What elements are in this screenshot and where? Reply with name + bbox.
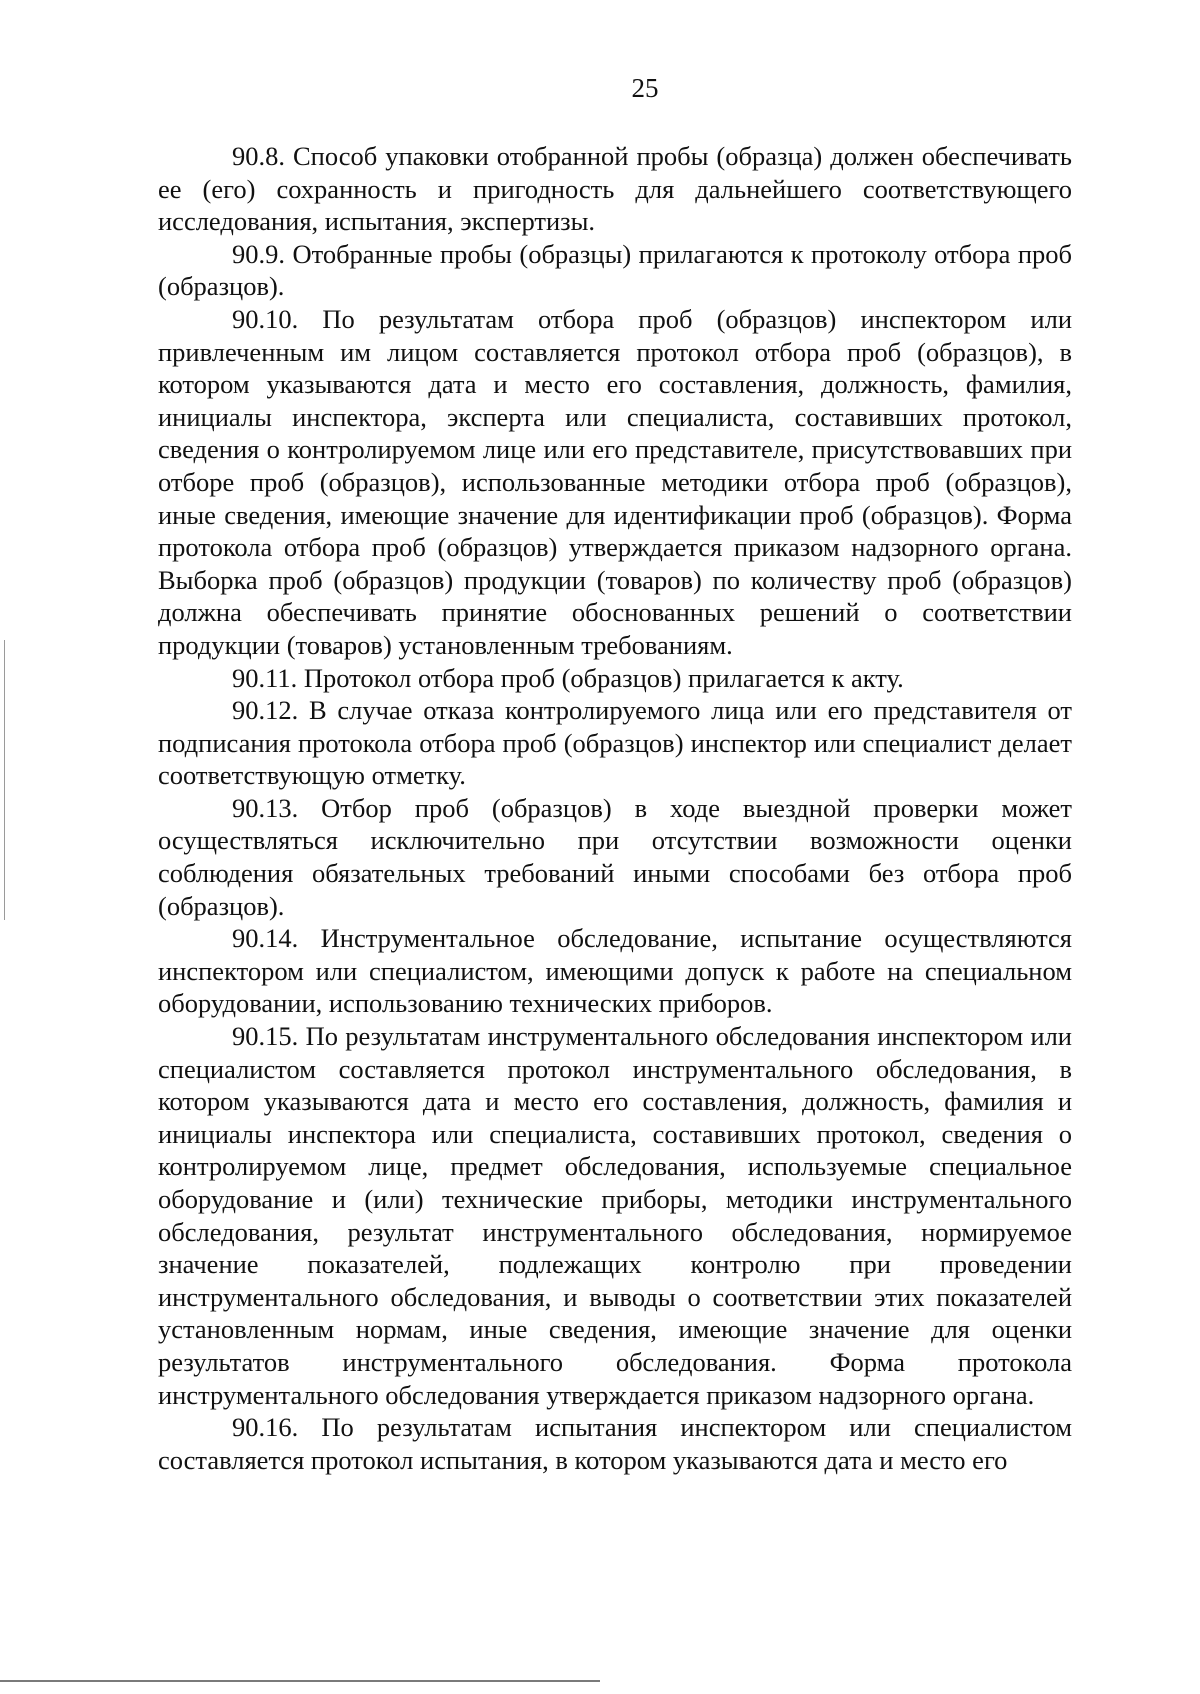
paragraph-90-12: 90.12. В случае отказа контролируемого лица или его представителя от подписания протокола отбора проб (образцов) инспектор или специалист делает соответствующую отметку. <box>158 695 1072 791</box>
paragraph-90-13: 90.13. Отбор проб (образцов) в ходе выездной проверки может осуществляться исключительно при отсутствии возможности оценки соблюдения обязательных требований иными способами без отбора проб (образцов). <box>158 792 1072 921</box>
paragraph-90-11: 90.11. Протокол отбора проб (образцов) прилагается к акту. <box>232 662 904 693</box>
paragraph-90-9: 90.9. Отобранные пробы (образцы) прилагаются к протоколу отбора проб (образцов). <box>158 238 1072 302</box>
paragraph-90-10: 90.10. По результатам отбора проб (образцов) инспектором или привлеченным им лицом составляется протокол отбора проб (образцов), в котором указываются дата и место его составления, должность, фамилия, инициалы инспектора, эксперта или специалиста, составивших протокол, сведения о контролируемом лице или его представителе, присутствовавших при отборе проб (образцов), использованные методики отбора проб (образцов), иные сведения, имеющие значение для идентификации проб (образцов). Форма протокола отбора проб (образцов) утверждается приказом надзорного органа. Выборка проб (образцов) продукции (товаров) по количеству проб (образцов) должна обеспечивать принятие обоснованных решений о соответствии продукции (товаров) установленным требованиям. <box>158 303 1072 660</box>
document-body <box>158 140 1072 1476</box>
scan-bottom-line <box>0 1680 600 1682</box>
scan-edge-mark <box>4 640 5 920</box>
paragraph-90-14: 90.14. Инструментальное обследование, испытание осуществляются инспектором или специалистом, имеющими допуск к работе на специальном оборудовании, использованию технических приборов. <box>158 923 1072 1019</box>
paragraph-90-15: 90.15. По результатам инструментального обследования инспектором или специалистом составляется протокол инструментального обследования, в котором указываются дата и место его составления, должность, фамилия и инициалы инспектора или специалиста, составивших протокол, сведения о контролируемом лице, предмет обследования, используемые специальное оборудование и (или) технические приборы, методики инструментального обследования, результат инструментального обследования, нормируемое значение показателей, подлежащих контролю при проведении инструментального обследования, и выводы о соответствии этих показателей установленным нормам, иные сведения, имеющие значение для оценки результатов инструментального обследования. Форма протокола инструментального обследования утверждается приказом надзорного органа. <box>158 1021 1072 1410</box>
paragraph-90-8: 90.8. Способ упаковки отобранной пробы (образца) должен обеспечивать ее (его) сохранность и пригодность для дальнейшего соответствующего исследования, испытания, экспертизы. <box>158 141 1072 237</box>
paragraph-90-16: 90.16. По результатам испытания инспектором или специалистом составляется протокол испытания, в котором указываются дата и место его <box>158 1412 1072 1475</box>
page-number: 25 <box>631 73 659 103</box>
